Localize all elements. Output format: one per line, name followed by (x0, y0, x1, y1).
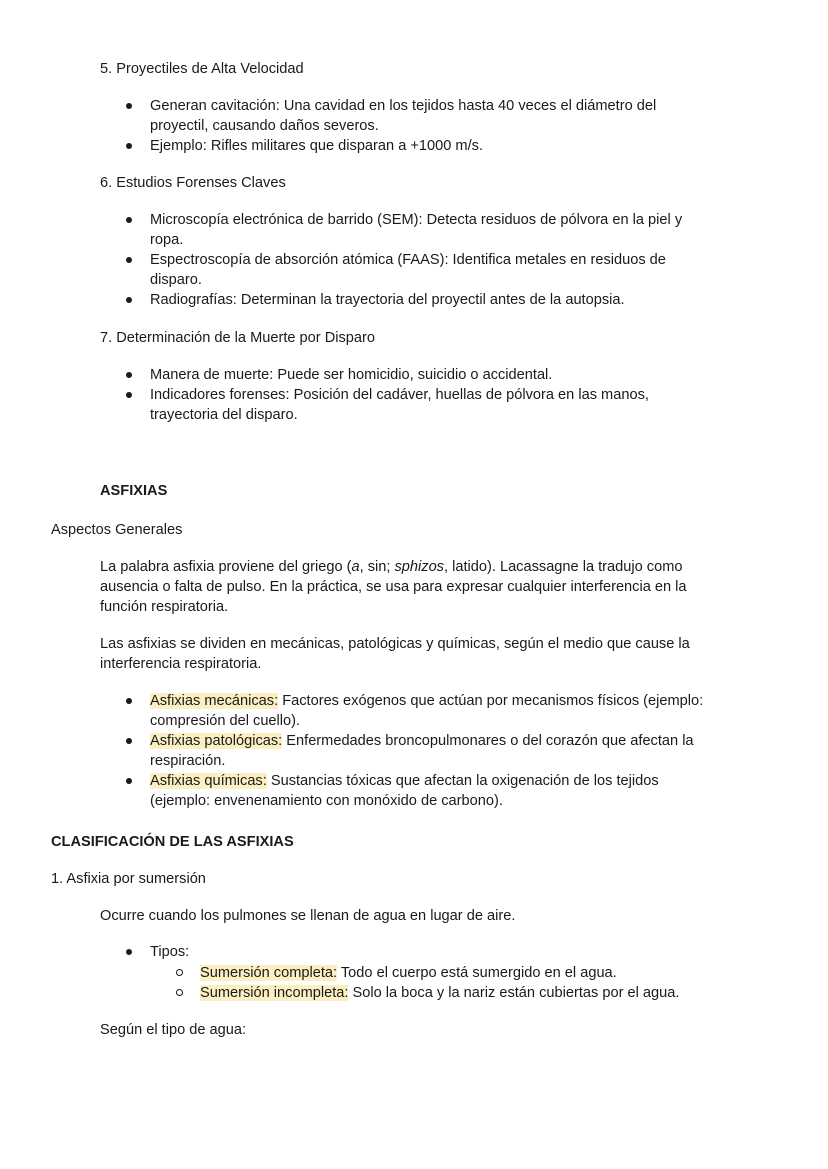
list-item: Asfixias patológicas: Enfermedades broncopulmonares o del corazón que afectan la respiración. (150, 731, 730, 771)
clasificacion-heading: CLASIFICACIÓN DE LAS ASFIXIAS (51, 834, 294, 850)
section-6-title: 6. Estudios Forenses Claves (100, 175, 286, 191)
section-7-list (150, 365, 750, 425)
term-highlight: Sumersión incompleta: (200, 985, 349, 1001)
term-highlight: Asfixias mecánicas: (150, 693, 279, 709)
sumersion-paragraph: Ocurre cuando los pulmones se llenan de agua en lugar de aire. (100, 908, 516, 924)
asfixias-types-list (150, 691, 730, 811)
list-item: Asfixias químicas: Sustancias tóxicas que afectan la oxigenación de los tejidos (ejemplo: envenenamiento con monóxido de carbono). (150, 771, 695, 811)
asfixias-heading: ASFIXIAS (100, 483, 168, 499)
tipo-agua-paragraph: Según el tipo de agua: (100, 1022, 247, 1038)
list-item: Ejemplo: Rifles militares que disparan a +1000 m/s. (150, 136, 750, 156)
list-item: Espectroscopía de absorción atómica (FAAS): Identifica metales en residuos de disparo. (150, 250, 700, 290)
aspectos-generales-title: Aspectos Generales (51, 522, 183, 538)
term-highlight: Asfixias químicas: (150, 773, 267, 789)
asfixias-paragraph-1: La palabra asfixia proviene del griego (a, sin; sphizos, latido). Lacassagne la tradujo como ausencia o falta de pulso. En la práctica, se usa para expresar cualquier interferencia en la función respiratoria. (100, 559, 687, 615)
list-item: Manera de muerte: Puede ser homicidio, suicidio o accidental. (150, 365, 750, 385)
asfixia-sumersion-title: 1. Asfixia por sumersión (51, 871, 206, 887)
asfixias-paragraph-2: Las asfixias se dividen en mecánicas, patológicas y químicas, según el medio que cause la interferencia respiratoria. (100, 636, 690, 672)
list-item: Generan cavitación: Una cavidad en los tejidos hasta 40 veces el diámetro del proyectil, causando daños severos. (150, 96, 710, 136)
sublist-item: Sumersión completa: Todo el cuerpo está sumergido en el agua. (200, 963, 760, 983)
list-item: Indicadores forenses: Posición del cadáver, huellas de pólvora en las manos, trayectoria del disparo. (150, 385, 690, 425)
list-item: Tipos: (150, 942, 750, 962)
list-item: Asfixias mecánicas: Factores exógenos que actúan por mecanismos físicos (ejemplo: compresión del cuello). (150, 691, 730, 731)
term-highlight: Asfixias patológicas: (150, 733, 283, 749)
tipos-list (150, 942, 750, 962)
section-5-title: 5. Proyectiles de Alta Velocidad (100, 61, 304, 77)
section-5-list (150, 96, 750, 156)
sublist-item: Sumersión incompleta: Solo la boca y la nariz están cubiertas por el agua. (200, 983, 760, 1003)
tipos-sublist (200, 963, 760, 1003)
list-item: Radiografías: Determinan la trayectoria del proyectil antes de la autopsia. (150, 290, 750, 310)
section-7-title: 7. Determinación de la Muerte por Disparo (100, 330, 375, 346)
term-highlight: Sumersión completa: (200, 965, 338, 981)
list-item: Microscopía electrónica de barrido (SEM): Detecta residuos de pólvora en la piel y ropa. (150, 210, 715, 250)
section-6-list (150, 210, 750, 310)
